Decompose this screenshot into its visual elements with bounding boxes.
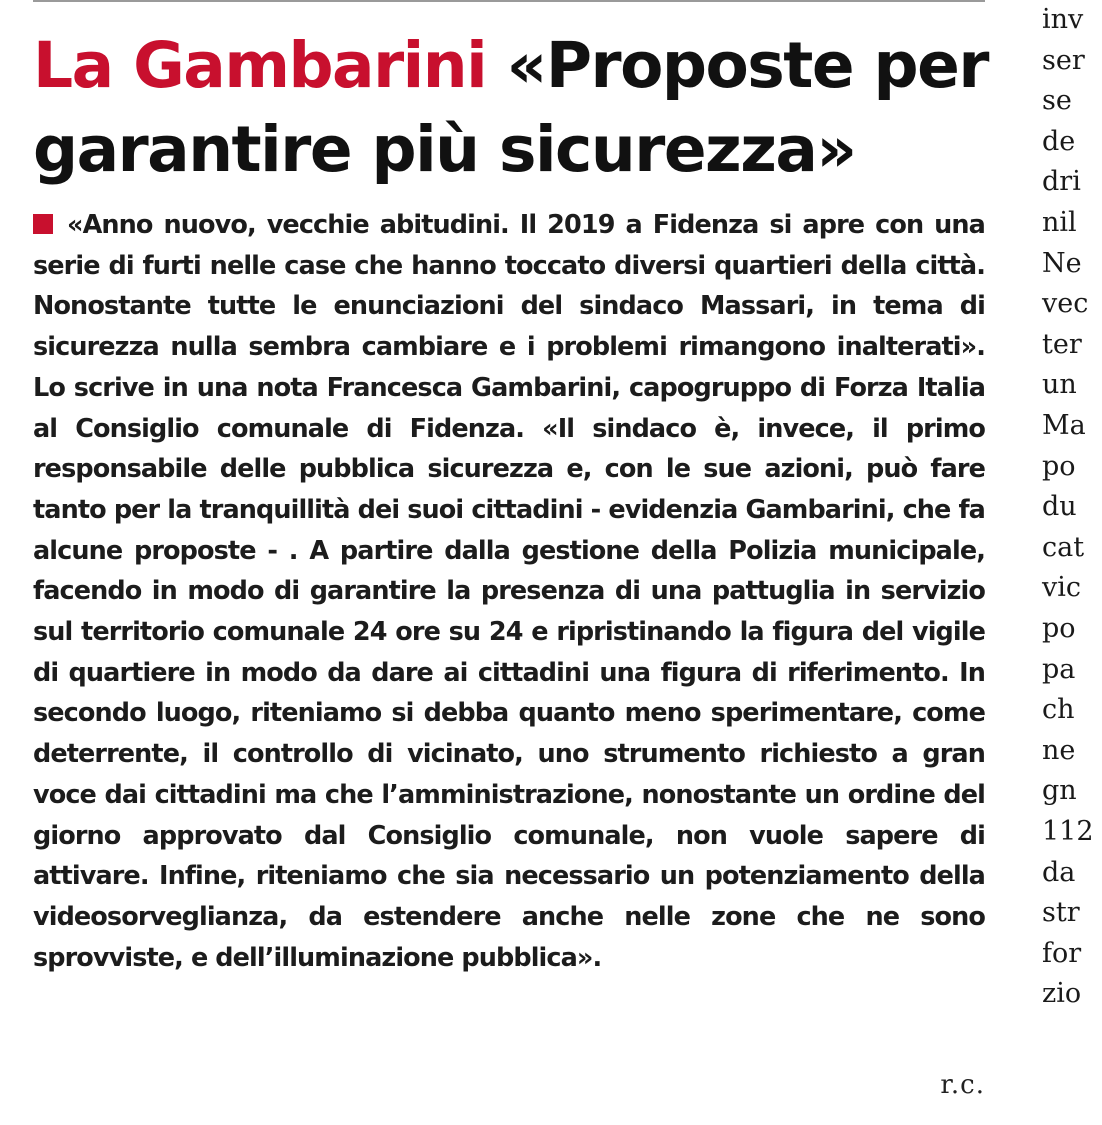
headline: [33, 24, 993, 192]
headline-kicker: La Gambarini: [33, 29, 487, 102]
adjacent-column-line: ter: [1042, 328, 1082, 360]
article-body-text: «Anno nuovo, vecchie abitudini. Il 2019 a Fidenza si apre con una serie di furti nelle case che hanno toccato diversi quartieri della città. Nonostante tutte le enunciazioni del sindaco Massari, in tema di sicurezza nulla sembra cambiare e i problemi rimangono inalterati». Lo scrive in una nota Francesca Gambarini, capogruppo di Forza Italia al Consiglio comunale di Fidenza. «Il sindaco è, invece, il primo responsabile delle pubblica sicurezza e, con le sue azioni, può fare tanto per la tranquillità dei suoi cittadini - evidenzia Gambarini, che fa alcune proposte - . A partire dalla gestione della Polizia municipale, facendo in modo di garantire la presenza di una pattuglia in servizio sul territorio comunale 24 ore su 24 e ripristinando la figura del vigile di quartiere in modo da dare ai cittadini una figura di riferimento. In secondo luogo, riteniamo si debba quanto meno sperimentare, come deterrente, il controllo di vicinato, uno strumento richiesto a gran voce dai cittadini ma che l’amministrazione, nonostante un ordine del giorno approvato dal Consiglio comunale, non vuole sapere di attivare. Infine, riteniamo che sia necessario un potenziamento della videosorveglianza, da estendere anche nelle zone che ne sono sprovviste, e dell’illuminazione pubblica».: [33, 210, 985, 973]
adjacent-column-line: un: [1042, 369, 1077, 401]
adjacent-column-line: po: [1042, 450, 1076, 482]
headline-title: «Proposte per garantire più sicurezza»: [33, 29, 988, 186]
adjacent-column-line: 112: [1042, 816, 1094, 847]
adjacent-column-line: zio: [1042, 978, 1082, 1010]
bullet-square-icon: [33, 214, 53, 234]
adjacent-column-line: gn: [1042, 775, 1077, 807]
adjacent-column-line: po: [1042, 613, 1076, 644]
adjacent-column-line: Ne: [1042, 247, 1082, 279]
adjacent-column-line: ch: [1042, 694, 1075, 726]
article-body: [33, 205, 985, 978]
adjacent-column-line: du: [1042, 491, 1077, 523]
adjacent-column-line: se: [1042, 85, 1072, 117]
adjacent-column-line: str: [1042, 897, 1080, 929]
adjacent-column-line: nil: [1042, 207, 1077, 238]
adjacent-column-line: for: [1042, 937, 1082, 969]
adjacent-column-line: dri: [1042, 166, 1081, 198]
adjacent-column-line: pa: [1042, 653, 1076, 685]
adjacent-column-line: ne: [1042, 734, 1076, 766]
adjacent-article-column: [1042, 0, 1102, 1125]
adjacent-column-line: de: [1042, 125, 1076, 157]
adjacent-column-line: inv: [1042, 4, 1084, 35]
adjacent-column-line: vec: [1042, 288, 1089, 320]
adjacent-column-line: da: [1042, 856, 1076, 888]
author-signature: r.c.: [940, 1070, 985, 1100]
adjacent-column-line: ser: [1042, 44, 1085, 76]
adjacent-column-line: cat: [1042, 531, 1085, 563]
adjacent-column-line: vic: [1042, 572, 1082, 604]
top-rule: [33, 0, 985, 2]
adjacent-column-line: Ma: [1042, 410, 1086, 441]
